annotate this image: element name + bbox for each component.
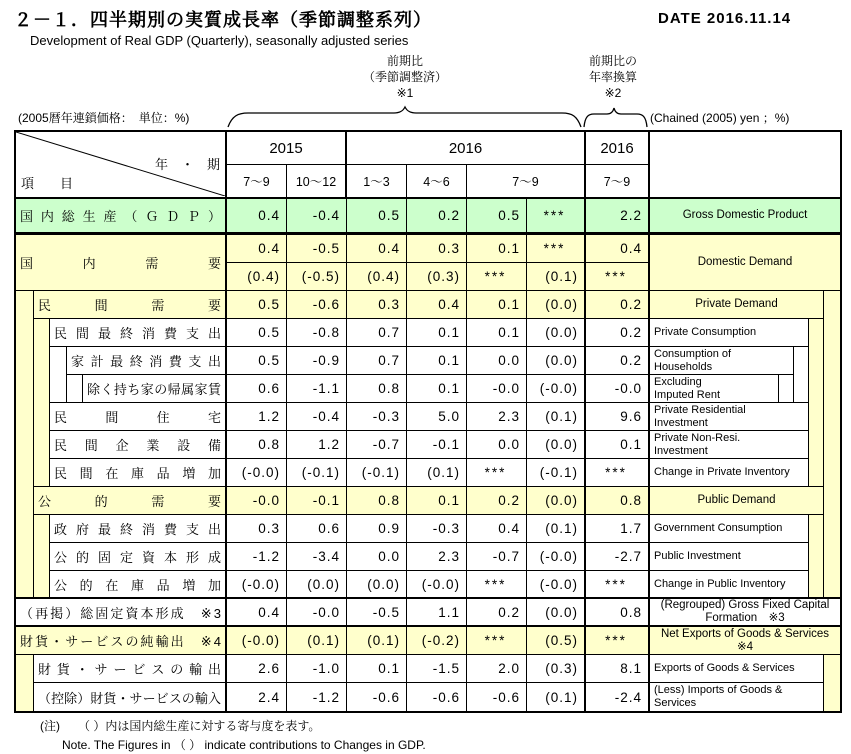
row-label-ja: （再掲）総固定資本形成 ※3 [20, 605, 221, 621]
indent-strip [16, 347, 33, 375]
value-cell: (0.3) [527, 655, 584, 683]
indent-strip [794, 375, 809, 403]
value-cell: -0.8 [287, 319, 347, 347]
value-cell: 1.2 [227, 403, 287, 431]
value-cell: 0.8 [347, 375, 407, 403]
row-label-en: Government Consumption [650, 515, 809, 543]
value-cell: (0.3) [407, 263, 467, 291]
quarter-header: 10～12 [287, 165, 347, 197]
value-cell: *** [467, 459, 527, 487]
value-cell: (-0.0) [527, 375, 584, 403]
indent-strip [794, 347, 809, 375]
value-cell: 5.0 [407, 403, 467, 431]
value-cell: (-0.1) [527, 459, 584, 487]
indent-strip [824, 375, 840, 403]
value-cell: -0.1 [407, 431, 467, 459]
indent-strip [33, 459, 49, 487]
value-cell: 0.7 [347, 347, 407, 375]
value-cell: 0.4 [467, 515, 527, 543]
table-row [16, 487, 840, 515]
value-cell: -0.7 [347, 431, 407, 459]
row-label-en: Gross Domestic Product [650, 199, 840, 235]
value-cell: (0.1) [527, 683, 584, 711]
footnote-en: Note. The Figures in （ ） indicate contributions to Changes in GDP. [62, 738, 426, 752]
value-cell: 0.0 [467, 431, 527, 459]
value-cell: -3.4 [287, 543, 347, 571]
table-row [16, 571, 840, 599]
value-cell: (-0.1) [287, 459, 347, 487]
row-label-en: Private Consumption [650, 319, 809, 347]
indent-strip [16, 459, 33, 487]
row-label-ja: 除く持ち家の帰属家賃 [87, 382, 221, 397]
value-cell: (0.1) [347, 627, 407, 655]
indent-strip [16, 487, 33, 515]
value-cell: (0.0) [527, 487, 584, 515]
table-row [16, 543, 840, 571]
table-row [16, 347, 840, 375]
bracket-label-qoq: 前期比 （季節調整済） ※1 [362, 54, 447, 100]
value-cell: (0.0) [527, 319, 584, 347]
indent-strip [49, 375, 66, 403]
annualized-cell: 0.4 [584, 235, 650, 263]
value-cell: 0.6 [287, 515, 347, 543]
corner-label-year: 年 ・ 期 [154, 157, 220, 172]
value-cell: (0.0) [347, 571, 407, 599]
date-label: DATE 2016.11.14 [658, 10, 792, 27]
indent-strip [824, 515, 840, 543]
row-label-en: Private Demand [650, 291, 824, 319]
row-label-ja: 民間最終消費支出 [54, 326, 221, 341]
row-label-ja: （控除）財貨・サービスの輸入 [38, 690, 221, 706]
value-cell: 0.4 [227, 199, 287, 235]
annualized-cell: 0.2 [584, 319, 650, 347]
year-header: 2016 [586, 132, 648, 165]
indent-strip [809, 515, 824, 543]
page-subtitle: Development of Real GDP (Quarterly), seasonally adjusted series [30, 33, 409, 48]
indent-strip [824, 571, 840, 599]
value-cell: (0.4) [227, 263, 287, 291]
year-header: 2016 [448, 139, 483, 157]
row-label-en: Net Exports of Goods & Services ※4 [650, 627, 840, 655]
row-label-ja: 財貨・サービスの輸出 [38, 662, 221, 677]
value-cell: -1.5 [407, 655, 467, 683]
value-cell: (0.0) [527, 431, 584, 459]
value-cell: -0.4 [287, 403, 347, 431]
bracket-label-annualized: 前期比の 年率換算 ※2 [588, 54, 637, 100]
indent-strip [33, 403, 49, 431]
row-label-ja: 国内需要 [20, 256, 221, 271]
indent-strip [809, 571, 824, 599]
value-cell: -0.1 [287, 487, 347, 515]
value-cell: 0.5 [347, 199, 407, 235]
indent-strip [16, 431, 33, 459]
row-label-en: Excluding Imputed Rent [650, 375, 779, 403]
row-label-ja: 公的固定資本形成 [54, 550, 221, 565]
indent-strip [33, 347, 49, 375]
annualized-header [584, 132, 650, 197]
value-cell: 0.2 [407, 199, 467, 235]
value-cell: 0.1 [407, 347, 467, 375]
value-cell: -0.4 [287, 199, 347, 235]
indent-strip [824, 487, 840, 515]
value-cell: (-0.5) [287, 263, 347, 291]
corner-cell [16, 132, 227, 197]
value-cell: 0.0 [467, 347, 527, 375]
annualized-cell: 0.8 [584, 599, 650, 627]
value-cell: *** [467, 571, 527, 599]
indent-strip [49, 347, 66, 375]
value-cell: 0.2 [467, 599, 527, 627]
annualized-cell: -0.0 [584, 375, 650, 403]
value-cell: 0.3 [227, 515, 287, 543]
table-row [16, 683, 840, 711]
annualized-cell: 9.6 [584, 403, 650, 431]
value-cell: 0.4 [227, 599, 287, 627]
value-cell: *** [527, 235, 584, 263]
value-cell: (0.5) [527, 627, 584, 655]
quarter-header: 4～6 [407, 165, 467, 197]
indent-strip [824, 543, 840, 571]
indent-strip [824, 431, 840, 459]
indent-strip [16, 319, 33, 347]
value-cell: (0.1) [527, 263, 584, 291]
page-title: ２－１．四半期別の実質成長率（季節調整系列） [14, 10, 432, 30]
indent-strip [16, 515, 33, 543]
row-label-ja: 政府最終消費支出 [54, 522, 221, 537]
annualized-cell: 0.2 [584, 291, 650, 319]
value-cell: (0.0) [527, 347, 584, 375]
value-cell: -0.3 [407, 515, 467, 543]
indent-strip [33, 319, 49, 347]
value-cell: 0.8 [347, 487, 407, 515]
row-label-ja: 民間需要 [38, 298, 221, 313]
value-cell: 0.1 [467, 291, 527, 319]
value-cell: -0.3 [347, 403, 407, 431]
indent-strip [16, 291, 33, 319]
table-row [16, 375, 840, 403]
row-label-en: Private Non-Resi. Investment [650, 431, 809, 459]
indent-strip [33, 431, 49, 459]
row-label-en: Change in Private Inventory [650, 459, 809, 487]
row-label-ja: 財貨・サービスの純輸出 ※4 [20, 634, 221, 649]
corner-label-item: 項 目 [21, 176, 74, 191]
value-cell: 0.2 [467, 487, 527, 515]
indent-strip [809, 375, 824, 403]
value-cell: (0.4) [347, 263, 407, 291]
period-headers [227, 132, 584, 197]
value-cell: -0.0 [467, 375, 527, 403]
indent-strip [16, 655, 33, 683]
value-cell: (-0.0) [527, 571, 584, 599]
annualized-cell: 1.7 [584, 515, 650, 543]
row-label-en: Public Demand [650, 487, 824, 515]
indent-strip [824, 319, 840, 347]
value-cell: (-0.0) [407, 571, 467, 599]
row-label-ja: 民間住宅 [54, 410, 221, 425]
unit-note-left: (2005暦年連鎖価格： 単位：%) [18, 111, 190, 125]
value-cell: (0.1) [527, 515, 584, 543]
value-cell: 0.1 [467, 319, 527, 347]
indent-strip [16, 571, 33, 599]
value-cell: 0.1 [407, 375, 467, 403]
value-cell: -0.7 [467, 543, 527, 571]
value-cell: (-0.0) [227, 627, 287, 655]
value-cell: 0.5 [227, 347, 287, 375]
row-label-en: Change in Public Inventory [650, 571, 809, 599]
row-label-ja: 民間在庫品増加 [54, 466, 221, 481]
row-label-en: (Less) Imports of Goods & Services [650, 683, 824, 711]
value-cell: 0.1 [347, 655, 407, 683]
value-cell: *** [467, 627, 527, 655]
value-cell: 1.1 [407, 599, 467, 627]
indent-strip [33, 375, 49, 403]
annualized-cell: *** [584, 263, 650, 291]
value-cell: 0.3 [347, 291, 407, 319]
indent-strip [824, 683, 840, 711]
value-cell: 0.6 [227, 375, 287, 403]
value-cell: -0.9 [287, 347, 347, 375]
row-label-en: Domestic Demand [650, 235, 840, 291]
table-row [16, 459, 840, 487]
value-cell: -0.6 [287, 291, 347, 319]
value-cell: 0.4 [347, 235, 407, 263]
value-cell: 0.5 [467, 199, 527, 235]
annualized-cell: -2.7 [584, 543, 650, 571]
value-cell: -0.6 [467, 683, 527, 711]
value-cell: 0.5 [227, 319, 287, 347]
annualized-cell: -2.4 [584, 683, 650, 711]
value-cell: -0.6 [407, 683, 467, 711]
row-label-ja: 民間企業設備 [54, 438, 221, 453]
indent-strip [809, 543, 824, 571]
row-label-en: Consumption of Households [650, 347, 794, 375]
value-cell: -0.5 [287, 235, 347, 263]
value-cell: 0.7 [347, 319, 407, 347]
indent-strip [824, 403, 840, 431]
value-cell: 2.3 [467, 403, 527, 431]
value-cell: 0.4 [407, 291, 467, 319]
indent-strip [809, 431, 824, 459]
indent-strip [779, 375, 794, 403]
value-cell: -1.1 [287, 375, 347, 403]
indent-strip [66, 375, 82, 403]
row-label-en: Public Investment [650, 543, 809, 571]
indent-strip [16, 683, 33, 711]
value-cell: (-0.1) [347, 459, 407, 487]
value-cell: -0.6 [347, 683, 407, 711]
value-cell: -0.0 [287, 599, 347, 627]
value-cell: 2.6 [227, 655, 287, 683]
quarter-header: 7～9 [227, 165, 287, 197]
value-cell: 0.5 [227, 291, 287, 319]
value-cell: (0.0) [527, 291, 584, 319]
indent-strip [16, 543, 33, 571]
table-row [16, 515, 840, 543]
year-header: 2015 [227, 132, 347, 164]
value-cell: 0.1 [407, 487, 467, 515]
value-cell: 0.1 [467, 235, 527, 263]
table-row [16, 403, 840, 431]
table-row [16, 199, 840, 235]
value-cell: 0.4 [227, 235, 287, 263]
value-cell: 2.3 [407, 543, 467, 571]
annualized-cell: 8.1 [584, 655, 650, 683]
value-cell: 2.4 [227, 683, 287, 711]
row-label-ja: 公的需要 [38, 494, 221, 509]
footnote-ja: (注) （ ）内は国内総生産に対する寄与度を表す。 [40, 719, 321, 733]
annualized-cell: 0.8 [584, 487, 650, 515]
row-label-ja: 家計最終消費支出 [71, 354, 221, 369]
table-row [16, 319, 840, 347]
gdp-table [14, 130, 842, 713]
annualized-cell: *** [584, 627, 650, 655]
value-cell: 0.1 [407, 319, 467, 347]
value-cell: (-0.0) [227, 571, 287, 599]
value-cell: -0.0 [227, 487, 287, 515]
indent-strip [33, 515, 49, 543]
annualized-cell: *** [584, 459, 650, 487]
value-cell: 2.0 [467, 655, 527, 683]
quarter-header: 7～9 [512, 175, 539, 189]
row-label-en: Private Residential Investment [650, 403, 809, 431]
indent-strip [824, 655, 840, 683]
indent-strip [824, 347, 840, 375]
indent-strip [33, 571, 49, 599]
indent-strip [809, 347, 824, 375]
table-row [16, 599, 840, 627]
table-row [16, 291, 840, 319]
value-cell: (0.1) [287, 627, 347, 655]
indent-strip [16, 375, 33, 403]
annualized-cell: 2.2 [584, 199, 650, 235]
value-cell: 0.0 [347, 543, 407, 571]
indent-strip [809, 459, 824, 487]
value-cell: 0.8 [227, 431, 287, 459]
value-cell: *** [527, 199, 584, 235]
row-label-en: Exports of Goods & Services [650, 655, 824, 683]
value-cell: 0.9 [347, 515, 407, 543]
value-cell: 0.3 [407, 235, 467, 263]
value-cell: (-0.2) [407, 627, 467, 655]
value-cell: (0.1) [407, 459, 467, 487]
quarter-header: 1～3 [347, 165, 407, 197]
indent-strip [809, 319, 824, 347]
value-cell: (-0.0) [227, 459, 287, 487]
row-label-ja: 公的在庫品増加 [54, 577, 221, 593]
annualized-cell: *** [584, 571, 650, 599]
english-header-cell [650, 132, 840, 197]
indent-strip [33, 543, 49, 571]
annualized-cell: 0.2 [584, 347, 650, 375]
value-cell: (-0.0) [527, 543, 584, 571]
value-cell: -1.0 [287, 655, 347, 683]
unit-note-right: (Chained (2005) yen ；%) [650, 111, 790, 125]
value-cell: 1.2 [287, 431, 347, 459]
value-cell: *** [467, 263, 527, 291]
indent-strip [824, 291, 840, 319]
indent-strip [809, 403, 824, 431]
indent-strip [16, 403, 33, 431]
table-row [16, 431, 840, 459]
row-label-ja: 国内総生産（ＧＤＰ） [20, 209, 221, 224]
table-header [16, 132, 840, 199]
value-cell: -0.5 [347, 599, 407, 627]
indent-strip [824, 459, 840, 487]
value-cell: -1.2 [227, 543, 287, 571]
table-row [16, 235, 840, 291]
table-row [16, 627, 840, 655]
value-cell: (0.1) [527, 403, 584, 431]
value-cell: (0.0) [527, 599, 584, 627]
row-label-en: (Regrouped) Gross Fixed Capital Formation ※3 [650, 599, 840, 627]
quarter-header: 7～9 [603, 175, 631, 189]
value-cell: (0.0) [287, 571, 347, 599]
table-row [16, 655, 840, 683]
value-cell: -1.2 [287, 683, 347, 711]
annualized-cell: 0.1 [584, 431, 650, 459]
